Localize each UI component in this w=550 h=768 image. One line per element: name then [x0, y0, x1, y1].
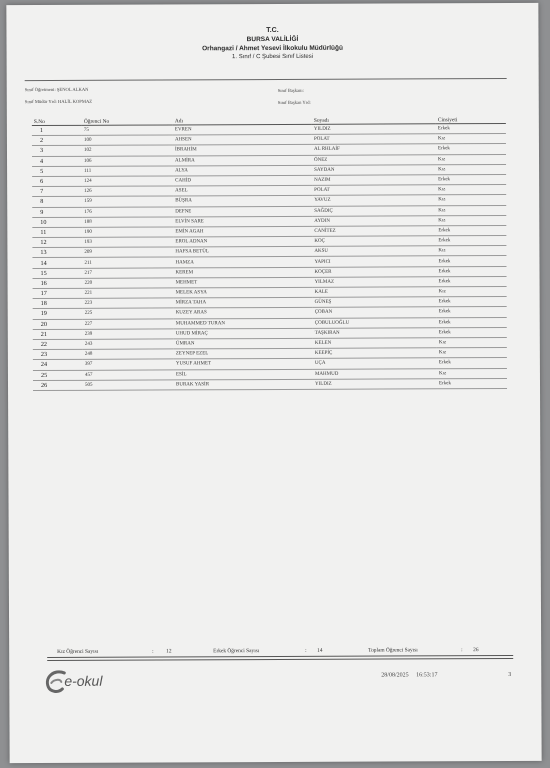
cell-name: ALMİRA [173, 155, 312, 166]
cell-gender: Erkek [437, 358, 507, 368]
cell-student-no: 397 [83, 359, 174, 370]
cell-name: MEHMET [174, 277, 313, 288]
column-header-sno: S.No [32, 118, 82, 126]
cell-sno: 7 [32, 186, 82, 196]
cell-sno: 2 [32, 136, 82, 146]
cell-student-no: 176 [82, 206, 173, 217]
cell-sno: 6 [32, 176, 82, 186]
cell-gender: Erkek [436, 256, 506, 266]
cell-name: EVREN [173, 124, 312, 135]
cell-surname: KALE [313, 287, 437, 298]
cell-gender: Erkek [436, 144, 506, 154]
cell-student-no: 211 [82, 257, 173, 268]
header-divider [25, 78, 507, 81]
cell-gender: Kız [436, 205, 506, 215]
cell-gender: Erkek [436, 123, 506, 133]
cell-name: EMİN AGAH [173, 226, 312, 237]
cell-sno: 20 [33, 319, 83, 329]
cell-student-no: 225 [83, 308, 174, 319]
cell-student-no: 75 [82, 125, 173, 136]
girls-count-separator: : [152, 648, 154, 655]
cell-student-no: 223 [83, 298, 174, 309]
total-count-separator: : [461, 647, 463, 654]
cell-gender: Kız [437, 348, 507, 358]
cell-name: DEFNE [173, 206, 312, 217]
cell-student-no: 457 [83, 369, 174, 380]
cell-gender: Erkek [437, 276, 507, 286]
cell-student-no: 221 [83, 288, 174, 299]
cell-gender: Erkek [436, 266, 506, 276]
cell-name: KUZEY ARAS [174, 308, 313, 319]
cell-student-no: 106 [82, 156, 173, 167]
eokul-logo-text: e-okul [64, 672, 103, 689]
cell-surname: UÇA [313, 358, 437, 369]
cell-surname: KOÇER [312, 266, 436, 277]
cell-name: HAFSA BETÜL [173, 247, 312, 258]
cell-name: ESİL [174, 369, 313, 380]
cell-surname: TAŞKIRAN [313, 328, 437, 339]
cell-gender: Kız [436, 246, 506, 256]
cell-surname: POLAT [312, 185, 436, 196]
cell-sno: 3 [32, 146, 82, 156]
cell-sno: 25 [33, 370, 83, 380]
document-header [6, 25, 538, 63]
girls-count-value: 12 [166, 648, 172, 655]
boys-count-label: Erkek Öğrenci Sayısı [213, 648, 260, 655]
class-president-label: Sınıf Başkanı: [277, 87, 304, 93]
footer-divider-bottom [47, 658, 513, 661]
page-number: 3 [508, 671, 512, 678]
cell-student-no: 190 [82, 227, 173, 238]
header-tc: T.C. [266, 26, 279, 35]
cell-name: İBRAHİM [173, 145, 312, 156]
cell-name: UHUD MİRAÇ [174, 328, 313, 339]
cell-name: ÜMRAN [174, 338, 313, 349]
cell-surname: YILMAZ [313, 277, 437, 288]
cell-sno: 15 [32, 268, 82, 278]
header-class-list-title: 1. Sınıf / C Şubesi Sınıf Listesi [232, 53, 314, 61]
cell-name: EROL ADNAN [173, 236, 312, 247]
cell-student-no: 159 [82, 196, 173, 207]
cell-surname: YILDIZ [313, 378, 437, 389]
cell-surname: SAĞDIÇ [312, 205, 436, 216]
cell-gender: Kız [436, 215, 506, 225]
cell-student-no: 100 [82, 135, 173, 146]
document-page [6, 3, 541, 763]
cell-name: HAMZA [173, 257, 312, 268]
cell-student-no: 217 [82, 268, 173, 279]
vice-principal-label: Sınıf Müdür Yrd: HALİL KOPMAZ [24, 98, 93, 105]
cell-sno: 11 [32, 227, 82, 237]
cell-student-no: 227 [83, 318, 174, 329]
cell-surname: MAHMUD [313, 368, 437, 379]
cell-sno: 22 [33, 339, 83, 349]
cell-sno: 26 [33, 380, 83, 390]
cell-sno: 16 [33, 278, 83, 288]
cell-gender: Kız [436, 195, 506, 205]
print-date: 28/08/2025 [381, 672, 409, 679]
cell-sno: 17 [33, 288, 83, 298]
cell-sno: 18 [33, 299, 83, 309]
cell-surname: NAZIM [312, 175, 436, 186]
cell-student-no: 188 [82, 217, 173, 228]
cell-surname: KELEN [313, 338, 437, 349]
cell-sno: 8 [32, 197, 82, 207]
cell-sno: 23 [33, 349, 83, 359]
cell-gender: Erkek [437, 317, 507, 327]
student-table [32, 116, 507, 391]
cell-sno: 12 [32, 237, 82, 247]
cell-surname: YAPICI [312, 256, 436, 267]
cell-student-no: 102 [82, 145, 173, 156]
cell-gender: Erkek [437, 378, 507, 388]
boys-count-value: 14 [317, 647, 323, 654]
cell-gender: Erkek [437, 297, 507, 307]
cell-gender: Kız [437, 337, 507, 347]
cell-gender: Kız [436, 134, 506, 144]
cell-student-no: 243 [83, 339, 174, 350]
table-row [33, 378, 507, 390]
cell-name: ASEL [173, 185, 312, 196]
cell-surname: ÇOBULUOĞLU [313, 317, 437, 328]
cell-name: AHSEN [173, 135, 312, 146]
print-datetime [381, 672, 437, 678]
cell-student-no: 248 [83, 349, 174, 360]
cell-surname: AYDIN [312, 215, 436, 226]
cell-surname: KOÇ [312, 236, 436, 247]
cell-surname: CANİTEZ [312, 226, 436, 237]
girls-count-label: Kız Öğrenci Sayısı [57, 648, 99, 655]
cell-sno: 24 [33, 360, 83, 370]
cell-surname: KEEPİÇ [313, 348, 437, 359]
column-header-gender: Cinsiyeti [436, 116, 506, 124]
cell-student-no: 193 [82, 237, 173, 248]
cell-name: ZEYNEP EZEL [174, 348, 313, 359]
cell-surname: YAVUZ [312, 195, 436, 206]
cell-gender: Kız [436, 154, 506, 164]
class-vice-president-label: Sınıf Başkan Yrd: [277, 99, 311, 105]
cell-sno: 4 [32, 156, 82, 166]
cell-name: YUSUF AHMET [174, 359, 313, 370]
teacher-label: Sınıf Öğretmeni: ŞENOL ALKAN [24, 86, 89, 93]
cell-student-no: 111 [82, 166, 173, 177]
cell-name: MELEK ASYA [174, 287, 313, 298]
cell-gender: Erkek [437, 307, 507, 317]
cell-sno: 1 [32, 125, 82, 135]
cell-gender: Erkek [437, 327, 507, 337]
header-governorship: BURSA VALİLİĞİ [246, 35, 299, 44]
cell-student-no: 239 [83, 329, 174, 340]
cell-surname: ÇOBAN [313, 307, 437, 318]
column-header-surname: Soyadı [312, 116, 436, 124]
cell-sno: 5 [32, 166, 82, 176]
cell-gender: Erkek [436, 236, 506, 246]
cell-gender: Kız [437, 286, 507, 296]
cell-sno: 14 [32, 258, 82, 268]
cell-name: BÜŞRA [173, 196, 312, 207]
cell-student-no: 220 [83, 278, 174, 289]
cell-name: CAHİD [173, 175, 312, 186]
total-count-label: Toplam Öğrenci Sayısı [368, 647, 418, 654]
cell-name: ELVİN SARE [173, 216, 312, 227]
cell-surname: GÜNEŞ [313, 297, 437, 308]
cell-surname: YILDIZ [312, 124, 436, 135]
cell-gender: Erkek [436, 225, 506, 235]
cell-name: ALYA [173, 165, 312, 176]
cell-student-no: 126 [82, 186, 173, 197]
cell-sno: 10 [32, 217, 82, 227]
cell-name: BURAK YASİR [174, 379, 313, 390]
cell-surname: AL RHLAİF [312, 144, 436, 155]
print-time: 16:53:17 [416, 672, 438, 679]
cell-surname: AKSU [312, 246, 436, 257]
boys-count-separator: : [305, 647, 307, 654]
cell-gender: Kız [436, 164, 506, 174]
cell-gender: Kız [437, 368, 507, 378]
cell-name: KEREM [173, 267, 312, 278]
cell-name: MİRZA TAHA [174, 298, 313, 309]
header-school: Orhangazi / Ahmet Yesevi İlkokulu Müdürlüğü [202, 44, 343, 53]
cell-student-no: 505 [83, 380, 174, 391]
cell-student-no: 124 [82, 176, 173, 187]
cell-gender: Kız [436, 185, 506, 195]
cell-sno: 21 [33, 329, 83, 339]
student-table-body [32, 123, 507, 390]
cell-student-no: 209 [82, 247, 173, 258]
column-header-student-no: Öğrenci No [82, 117, 173, 125]
column-header-name: Adı [173, 117, 312, 125]
cell-sno: 9 [32, 207, 82, 217]
cell-name: MUHAMMED TURAN [174, 318, 313, 329]
cell-sno: 19 [33, 309, 83, 319]
cell-surname: ÖNEZ [312, 154, 436, 165]
cell-surname: POLAT [312, 134, 436, 145]
cell-surname: SAYDAN [312, 165, 436, 176]
eokul-logo [42, 667, 122, 697]
cell-sno: 13 [32, 248, 82, 258]
cell-gender: Erkek [436, 174, 506, 184]
total-count-value: 26 [473, 647, 479, 654]
